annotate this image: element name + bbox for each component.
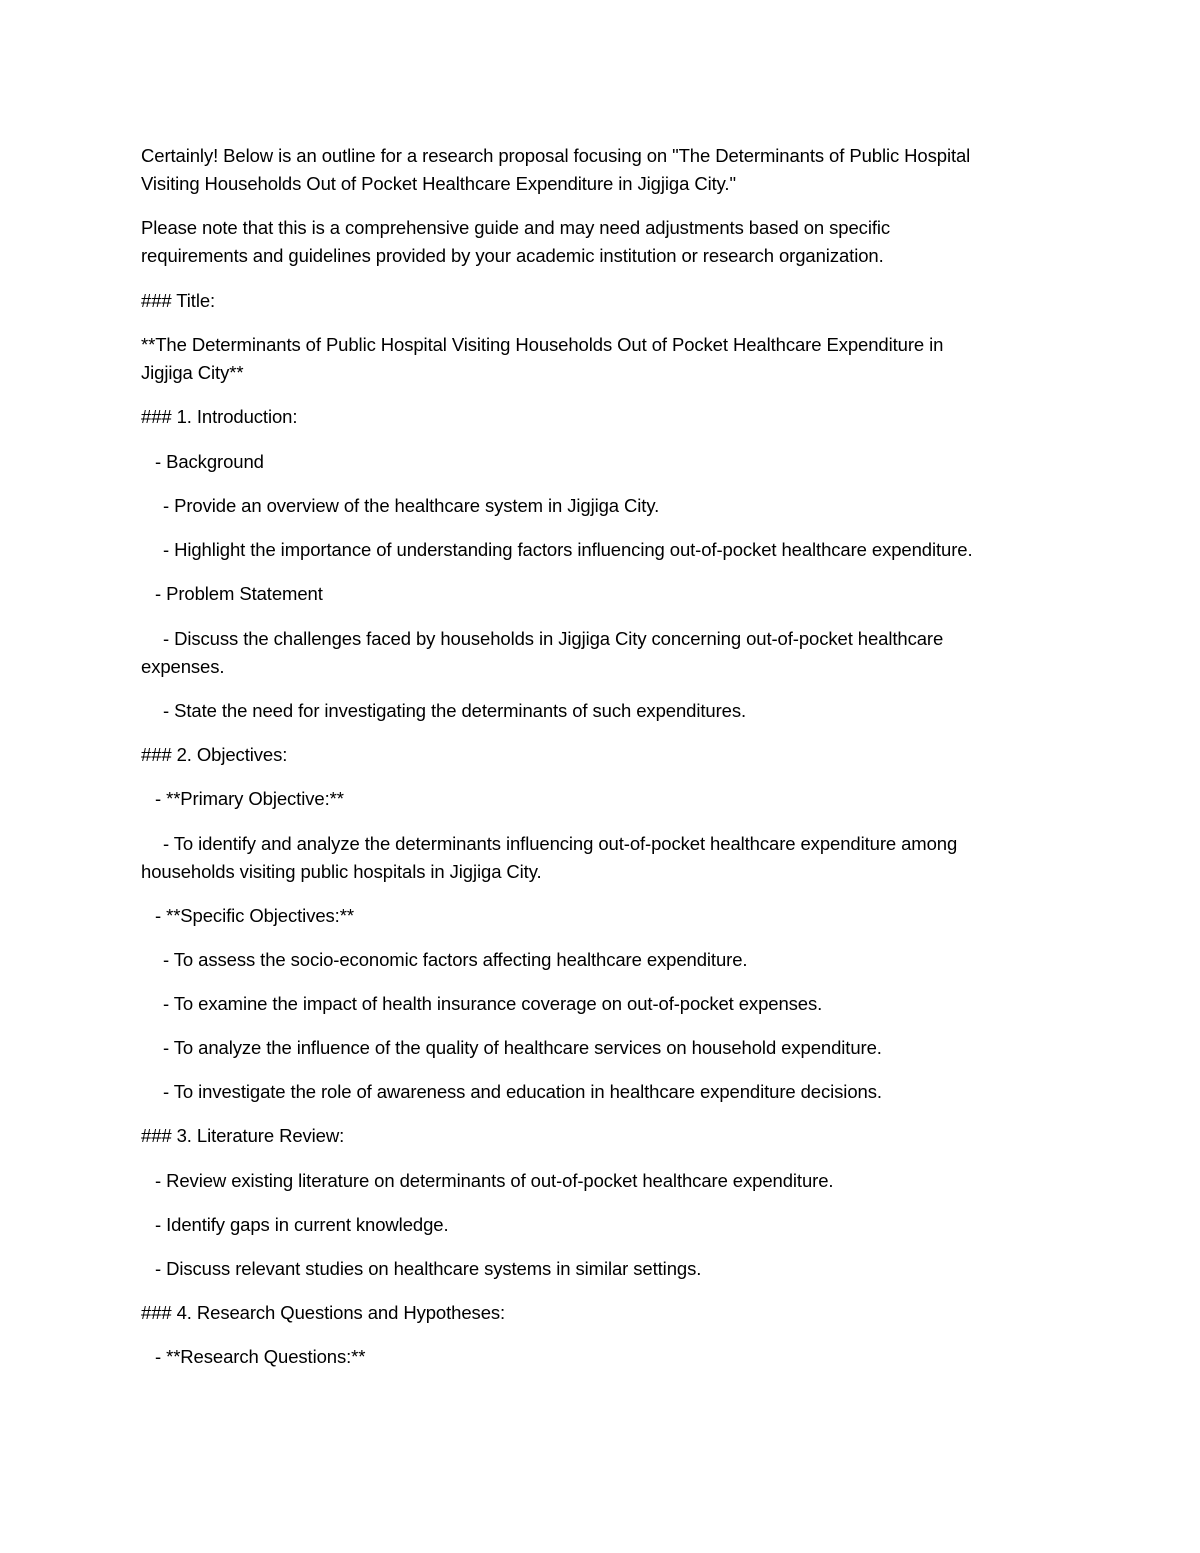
list-item: - To examine the impact of health insurance coverage on out-of-pocket expenses. [163,993,823,1014]
list-item: - Discuss the challenges faced by households in Jigjiga City concerning out-of-pocket healthcare [163,628,944,649]
list-item: - **Primary Objective:** [155,788,344,809]
list-item: - Background [155,451,264,472]
section-heading: ### 4. Research Questions and Hypotheses: [141,1302,506,1323]
list-item: - Provide an overview of the healthcare system in Jigjiga City. [163,495,660,516]
list-item: - State the need for investigating the determinants of such expenditures. [163,700,747,721]
list-item: - To analyze the influence of the quality of healthcare services on household expenditure. [163,1037,882,1058]
list-item-continuation: expenses. [141,656,225,677]
intro-paragraph-line: Certainly! Below is an outline for a research proposal focusing on "The Determinants of Public Hospital [141,145,971,166]
section-heading: ### 2. Objectives: [141,744,288,765]
list-item-continuation: households visiting public hospitals in Jigjiga City. [141,861,542,882]
intro-paragraph-line: Visiting Households Out of Pocket Healthcare Expenditure in Jigjiga City." [141,173,736,194]
list-item: - **Specific Objectives:** [155,905,354,926]
list-item: - Discuss relevant studies on healthcare systems in similar settings. [155,1258,702,1279]
list-item: - Highlight the importance of understanding factors influencing out-of-pocket healthcare expenditure. [163,539,973,560]
list-item: - **Research Questions:** [155,1346,366,1367]
section-heading: ### 1. Introduction: [141,406,298,427]
list-item: - To identify and analyze the determinants influencing out-of-pocket healthcare expenditure among [163,833,958,854]
list-item: - Problem Statement [155,583,323,604]
list-item: - To investigate the role of awareness and education in healthcare expenditure decisions. [163,1081,882,1102]
proposal-title-line: Jigjiga City** [141,362,244,383]
list-item: - Identify gaps in current knowledge. [155,1214,449,1235]
list-item: - Review existing literature on determinants of out-of-pocket healthcare expenditure. [155,1170,834,1191]
note-paragraph-line: requirements and guidelines provided by your academic institution or research organization. [141,245,884,266]
list-item: - To assess the socio-economic factors affecting healthcare expenditure. [163,949,748,970]
section-heading: ### Title: [141,290,216,311]
section-heading: ### 3. Literature Review: [141,1125,345,1146]
note-paragraph-line: Please note that this is a comprehensive guide and may need adjustments based on specific [141,217,891,238]
proposal-title-line: **The Determinants of Public Hospital Visiting Households Out of Pocket Healthcare Expenditure in [141,334,944,355]
